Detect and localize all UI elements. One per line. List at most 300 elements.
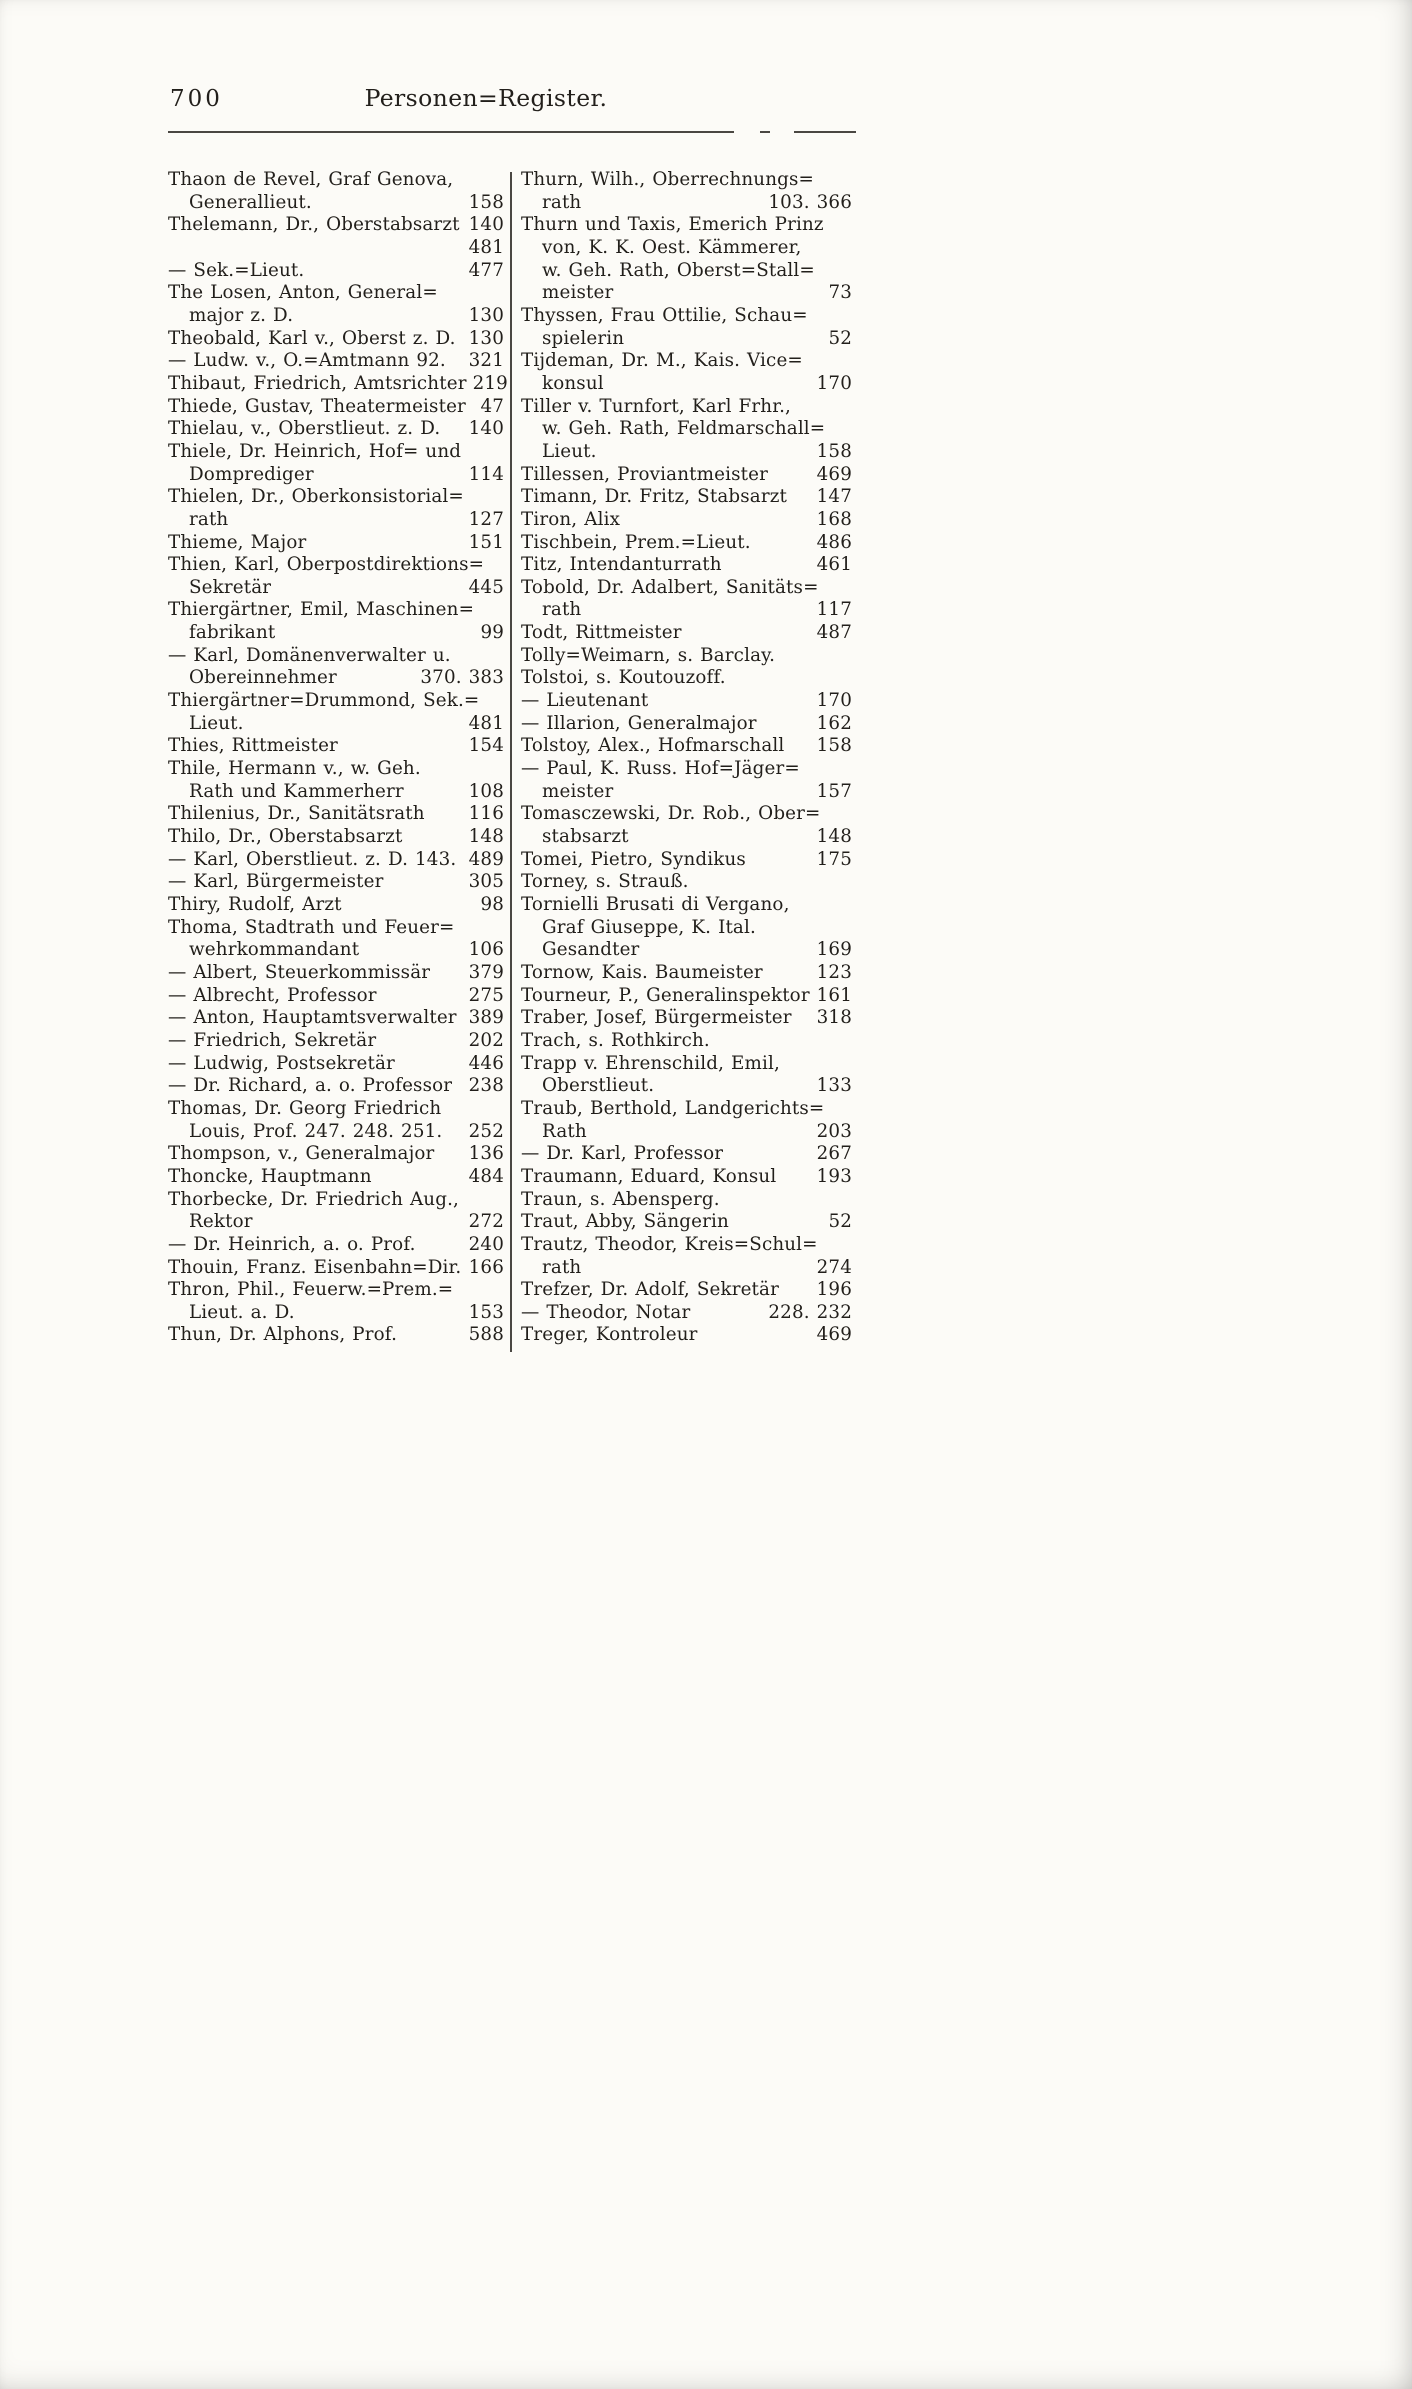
entry-text: Thielau, v., Oberstlieut. z. D.: [168, 418, 441, 440]
entry-page-ref: 588: [468, 1324, 504, 1346]
index-entry: [168, 735, 504, 758]
index-entry: [168, 486, 504, 531]
entry-text: Treger, Kontroleur: [521, 1324, 698, 1346]
index-entry: [168, 282, 504, 327]
index-entry: [168, 214, 504, 259]
index-entry: [168, 1007, 504, 1030]
index-entry: [168, 1324, 504, 1347]
rule-segment: [168, 131, 734, 133]
entry-text: Thilo, Dr., Oberstabsarzt: [168, 826, 403, 848]
entry-line: [168, 1324, 504, 1347]
entry-page-ref: 116: [468, 803, 504, 825]
entry-line: [168, 237, 504, 260]
entry-line: [521, 1324, 852, 1347]
entry-page-ref: 130: [468, 327, 504, 349]
entry-page-ref: 445: [468, 576, 504, 598]
entry-text: Tourneur, P., Generalinspektor: [521, 984, 810, 1006]
entry-line: [168, 713, 504, 736]
entry-line: [521, 622, 852, 645]
page-header: [170, 84, 858, 112]
index-entry: [521, 758, 852, 803]
entry-page-ref: 486: [816, 531, 852, 553]
entry-page-ref: 477: [468, 259, 504, 281]
index-entry: [521, 985, 852, 1008]
entry-line: [168, 1257, 504, 1280]
index-entry: [521, 1279, 852, 1302]
entry-line: [521, 962, 852, 985]
entry-line: [521, 577, 852, 600]
index-entry: [168, 1257, 504, 1280]
entry-line: [168, 1053, 504, 1076]
entry-text: Louis, Prof. 247. 248. 251.: [189, 1120, 443, 1142]
entry-line: [168, 1075, 504, 1098]
entry-text: Lieut.: [542, 440, 597, 462]
entry-page-ref: 148: [816, 826, 852, 848]
entry-line: [521, 917, 852, 940]
entry-text: konsul: [542, 372, 604, 394]
entry-line: [521, 871, 852, 894]
index-entry: [521, 577, 852, 622]
entry-line: [168, 667, 504, 690]
entry-page-ref: 202: [468, 1029, 504, 1051]
entry-page-ref: 170: [816, 372, 852, 394]
header-rule: [168, 131, 856, 133]
entry-page-ref: 196: [816, 1279, 852, 1301]
column-divider: [510, 172, 512, 1352]
entry-page-ref: 170: [816, 690, 852, 712]
entry-line: [168, 486, 504, 509]
index-entry: [168, 826, 504, 849]
entry-text: Thyssen, Frau Ottilie, Schau=: [521, 304, 808, 326]
entry-text: — Albrecht, Professor: [168, 984, 377, 1006]
entry-page-ref: 117: [816, 599, 852, 621]
entry-page-ref: 161: [816, 984, 852, 1006]
index-entry: [521, 690, 852, 713]
entry-line: [168, 418, 504, 441]
entry-text: Tomei, Pietro, Syndikus: [521, 848, 746, 870]
entry-text: w. Geh. Rath, Oberst=Stall=: [542, 259, 815, 281]
entry-text: Thaon de Revel, Graf Genova,: [168, 169, 454, 190]
entry-line: [168, 803, 504, 826]
entry-line: [521, 781, 852, 804]
entry-line: [168, 735, 504, 758]
entry-line: [521, 758, 852, 781]
index-entry: [521, 713, 852, 736]
entry-line: [168, 532, 504, 555]
entry-text: Timann, Dr. Fritz, Stabsarzt: [521, 486, 787, 508]
index-entry: [521, 667, 852, 690]
entry-line: [521, 1098, 852, 1121]
entry-text: Thiry, Rudolf, Arzt: [168, 894, 342, 915]
entry-text: Thielen, Dr., Oberkonsistorial=: [168, 486, 464, 508]
entry-page-ref: 481: [468, 236, 504, 258]
index-entry: [521, 464, 852, 487]
entry-text: Thile, Hermann v., w. Geh.: [168, 758, 421, 780]
entry-text: — Karl, Oberstlieut. z. D. 143.: [168, 848, 457, 870]
entry-page-ref: 169: [816, 939, 852, 961]
entry-page-ref: 153: [468, 1301, 504, 1323]
entry-page-ref: 168: [816, 508, 852, 530]
entry-text: Trapp v. Ehrenschild, Emil,: [521, 1052, 780, 1074]
entry-text: Thun, Dr. Alphons, Prof.: [168, 1324, 398, 1346]
entry-page-ref: 203: [816, 1120, 852, 1142]
entry-text: Thies, Rittmeister: [168, 735, 338, 757]
entry-text: Todt, Rittmeister: [521, 622, 682, 644]
entry-page-ref: 469: [816, 1324, 852, 1346]
entry-text: Oberstlieut.: [542, 1075, 655, 1097]
index-column-left: [168, 169, 508, 1347]
index-entry: [168, 418, 504, 441]
entry-text: Traun, s. Abensperg.: [521, 1188, 720, 1210]
entry-line: [168, 372, 508, 396]
entry-line: [521, 328, 852, 351]
entry-line: [168, 599, 504, 622]
entry-page-ref: 193: [816, 1165, 852, 1187]
entry-page-ref: 130: [468, 304, 504, 326]
entry-page-ref: 127: [468, 508, 504, 530]
entry-line: [521, 486, 852, 509]
index-entry: [521, 1053, 852, 1098]
entry-line: [168, 894, 504, 917]
index-entry: [168, 962, 504, 985]
entry-line: [168, 282, 504, 305]
index-entry: [521, 169, 852, 214]
index-entry: [521, 871, 852, 894]
entry-text: — Karl, Bürgermeister: [168, 871, 384, 893]
entry-text: rath: [542, 1256, 582, 1278]
index-entry: [521, 803, 852, 848]
entry-text: Thompson, v., Generalmajor: [168, 1143, 435, 1165]
entry-line: [521, 1121, 852, 1144]
entry-text: Tolstoy, Alex., Hofmarschall: [521, 735, 785, 757]
entry-line: [521, 192, 852, 215]
entry-line: [521, 1257, 852, 1280]
index-entry: [168, 1075, 504, 1098]
entry-line: [521, 894, 852, 917]
index-entry: [521, 622, 852, 645]
entry-line: [521, 1166, 852, 1189]
entry-page-ref: 162: [816, 712, 852, 734]
entry-line: [521, 1189, 852, 1212]
entry-page-ref: 52: [828, 327, 852, 349]
entry-line: [168, 305, 504, 328]
index-entry: [168, 871, 504, 894]
entry-line: [521, 441, 852, 464]
entry-line: [521, 667, 852, 690]
entry-text: Thurn und Taxis, Emerich Prinz: [521, 214, 824, 236]
index-entry: [168, 1143, 504, 1166]
index-entry: [168, 849, 504, 872]
entry-line: [168, 441, 504, 464]
entry-text: Thoncke, Hauptmann: [168, 1165, 372, 1187]
entry-text: Tolstoi, s. Koutouzoff.: [521, 667, 726, 689]
entry-text: Lieut. a. D.: [189, 1301, 295, 1323]
index-entry: [521, 350, 852, 395]
entry-page-ref: 98: [480, 894, 504, 915]
index-entry: [168, 554, 504, 599]
entry-page-ref: 147: [816, 486, 852, 508]
index-entry: [168, 1279, 504, 1324]
entry-page-ref: 158: [816, 440, 852, 462]
entry-text: Thomas, Dr. Georg Friedrich: [168, 1097, 442, 1119]
index-entry: [168, 441, 504, 486]
entry-text: stabsarzt: [542, 826, 629, 848]
entry-text: Tiller v. Turnfort, Karl Frhr.,: [521, 395, 791, 417]
entry-line: [168, 849, 504, 872]
entry-line: [521, 282, 852, 305]
index-entry: [521, 1098, 852, 1143]
entry-line: [168, 826, 504, 849]
entry-page-ref: 238: [468, 1075, 504, 1097]
index-entry: [521, 554, 852, 577]
entry-text: w. Geh. Rath, Feldmarschall=: [542, 418, 826, 440]
entry-text: rath: [542, 599, 582, 621]
entry-page-ref: 305: [468, 871, 504, 893]
entry-line: [168, 917, 504, 940]
entry-text: Thorbecke, Dr. Friedrich Aug.,: [168, 1188, 460, 1210]
entry-page-ref: 158: [468, 191, 504, 213]
entry-line: [168, 1030, 504, 1053]
entry-page-ref: 73: [828, 282, 852, 304]
entry-text: — Albert, Steuerkommissär: [168, 961, 431, 983]
index-entry: [168, 758, 504, 803]
entry-page-ref: 370. 383: [420, 667, 504, 689]
page-number: 700: [170, 86, 223, 112]
entry-page-ref: 158: [816, 735, 852, 757]
index-entry: [521, 1030, 852, 1053]
entry-page-ref: 140: [468, 214, 504, 236]
entry-text: Thouin, Franz. Eisenbahn=Dir.: [168, 1256, 462, 1278]
index-entry: [521, 1324, 852, 1347]
entry-text: Trefzer, Dr. Adolf, Sekretär: [521, 1279, 779, 1301]
entry-page-ref: 240: [468, 1233, 504, 1255]
entry-line: [168, 1143, 504, 1166]
entry-line: [521, 509, 852, 532]
entry-text: fabrikant: [189, 622, 276, 644]
index-entry: [168, 1053, 504, 1076]
entry-text: Traumann, Eduard, Konsul: [521, 1165, 777, 1187]
entry-line: [168, 1121, 504, 1144]
index-entry: [168, 690, 504, 735]
entry-page-ref: 123: [816, 961, 852, 983]
entry-text: Traub, Berthold, Landgerichts=: [521, 1097, 825, 1119]
entry-line: [521, 985, 852, 1008]
index-entry: [168, 599, 504, 644]
entry-line: [168, 1166, 504, 1189]
page-title: Personen=Register.: [364, 84, 608, 112]
index-entry: [521, 532, 852, 555]
entry-page-ref: 175: [816, 848, 852, 870]
entry-text: Torney, s. Strauß.: [521, 871, 689, 893]
index-entry: [521, 214, 852, 305]
entry-text: Thurn, Wilh., Oberrechnungs=: [521, 169, 814, 190]
entry-text: Thiele, Dr. Heinrich, Hof= und: [168, 440, 462, 462]
entry-line: [521, 260, 852, 283]
entry-line: [521, 1211, 852, 1234]
entry-text: Thiergärtner=Drummond, Sek.=: [168, 690, 480, 712]
entry-text: meister: [542, 780, 614, 802]
entry-line: [168, 962, 504, 985]
entry-page-ref: 136: [468, 1143, 504, 1165]
entry-text: Theobald, Karl v., Oberst z. D.: [168, 327, 456, 349]
entry-line: [168, 1234, 504, 1257]
entry-text: — Lieutenant: [521, 690, 649, 712]
entry-page-ref: 481: [468, 712, 504, 734]
index-entry: [521, 1166, 852, 1189]
entry-line: [521, 418, 852, 441]
index-entry: [168, 1234, 504, 1257]
index-entry: [521, 396, 852, 464]
entry-text: Rath: [542, 1120, 587, 1142]
entry-line: [168, 214, 504, 237]
entry-text: Trach, s. Rothkirch.: [521, 1029, 710, 1051]
entry-line: [168, 577, 504, 600]
index-entry: [521, 1143, 852, 1166]
entry-text: Tiron, Alix: [521, 508, 621, 530]
index-entry: [168, 1098, 504, 1143]
entry-text: Traut, Abby, Sängerin: [521, 1211, 729, 1233]
entry-text: Trautz, Theodor, Kreis=Schul=: [521, 1233, 818, 1255]
entry-page-ref: 148: [468, 826, 504, 848]
entry-line: [168, 169, 504, 192]
entry-text: Sekretär: [189, 576, 272, 598]
index-entry: [168, 894, 504, 917]
index-entry: [168, 645, 504, 690]
entry-text: Thien, Karl, Oberpostdirektions=: [168, 554, 485, 576]
index-entry: [521, 1211, 852, 1234]
index-column-right: [521, 169, 852, 1347]
entry-page-ref: 228. 232: [768, 1301, 852, 1323]
entry-line: [521, 690, 852, 713]
entry-line: [521, 1075, 852, 1098]
index-entry: [521, 1234, 852, 1279]
index-entry: [168, 328, 504, 351]
entry-page-ref: 103. 366: [768, 191, 852, 213]
entry-text: Thoma, Stadtrath und Feuer=: [168, 916, 455, 938]
entry-page-ref: 469: [816, 463, 852, 485]
entry-page-ref: 274: [816, 1256, 852, 1278]
entry-text: Rath und Kammerherr: [189, 780, 404, 802]
entry-line: [168, 350, 504, 373]
index-entry: [521, 509, 852, 532]
index-entry: [168, 260, 504, 283]
entry-page-ref: 267: [816, 1143, 852, 1165]
index-entry: [521, 894, 852, 962]
entry-text: Tomasczewski, Dr. Rob., Ober=: [521, 803, 821, 825]
entry-line: [168, 1211, 504, 1234]
entry-text: Thiergärtner, Emil, Maschinen=: [168, 599, 475, 621]
entry-line: [168, 871, 504, 894]
entry-text: — Anton, Hauptamtsverwalter: [168, 1007, 457, 1029]
entry-line: [521, 599, 852, 622]
entry-line: [168, 1007, 504, 1030]
entry-text: — Dr. Richard, a. o. Professor: [168, 1075, 453, 1097]
entry-text: Lieut.: [189, 712, 244, 734]
entry-page-ref: 133: [816, 1075, 852, 1097]
entry-text: Traber, Josef, Bürgermeister: [521, 1007, 792, 1029]
entry-page-ref: 272: [468, 1211, 504, 1233]
entry-line: [521, 214, 852, 237]
entry-line: [168, 1302, 504, 1325]
entry-line: [521, 169, 852, 192]
entry-text: — Theodor, Notar: [521, 1301, 691, 1323]
entry-line: [168, 622, 504, 645]
entry-text: Tillessen, Proviantmeister: [521, 463, 768, 485]
entry-line: [521, 826, 852, 849]
entry-line: [521, 396, 852, 419]
entry-text: Tolly=Weimarn, s. Barclay.: [521, 644, 776, 666]
entry-text: Rektor: [189, 1211, 253, 1233]
index-entry: [168, 396, 504, 419]
entry-text: wehrkommandant: [189, 939, 360, 961]
index-entry: [521, 849, 852, 872]
index-entry: [521, 486, 852, 509]
entry-page-ref: 52: [828, 1211, 852, 1233]
entry-line: [521, 713, 852, 736]
entry-line: [521, 735, 852, 758]
entry-line: [168, 554, 504, 577]
entry-line: [168, 645, 504, 668]
entry-line: [168, 464, 504, 487]
entry-text: Titz, Intendanturrath: [521, 554, 722, 576]
entry-line: [168, 396, 504, 419]
entry-text: rath: [189, 508, 229, 530]
entry-text: Graf Giuseppe, K. Ital.: [542, 916, 756, 938]
entry-text: Obereinnehmer: [189, 667, 337, 689]
entry-line: [168, 260, 504, 283]
index-entry: [521, 1189, 852, 1212]
entry-line: [521, 1143, 852, 1166]
rule-segment: [760, 131, 770, 133]
index-entry: [168, 985, 504, 1008]
entry-line: [168, 1279, 504, 1302]
entry-line: [168, 192, 504, 215]
entry-text: Gesandter: [542, 939, 640, 961]
entry-text: — Dr. Heinrich, a. o. Prof.: [168, 1233, 416, 1255]
entry-line: [168, 985, 504, 1008]
entry-text: — Friedrich, Sekretär: [168, 1029, 377, 1051]
index-entry: [521, 645, 852, 668]
index-entry: [168, 372, 508, 396]
entry-text: Tornielli Brusati di Vergano,: [521, 894, 790, 915]
entry-page-ref: 379: [468, 961, 504, 983]
index-entry: [521, 305, 852, 350]
entry-text: — Illarion, Generalmajor: [521, 712, 757, 734]
entry-text: Thron, Phil., Feuerw.=Prem.=: [168, 1279, 454, 1301]
entry-text: Thilenius, Dr., Sanitätsrath: [168, 803, 425, 825]
entry-line: [168, 1189, 504, 1212]
index-entry: [521, 962, 852, 985]
entry-page-ref: 166: [468, 1256, 504, 1278]
entry-page-ref: 461: [816, 554, 852, 576]
index-entry: [168, 169, 504, 214]
entry-text: Tijdeman, Dr. M., Kais. Vice=: [521, 350, 803, 372]
entry-page-ref: 151: [468, 531, 504, 553]
entry-page-ref: 47: [480, 395, 504, 417]
index-entry: [168, 1189, 504, 1234]
entry-text: rath: [542, 191, 582, 213]
entry-page-ref: 219: [472, 372, 508, 394]
entry-page-ref: 446: [468, 1052, 504, 1074]
entry-text: Tornow, Kais. Baumeister: [521, 961, 763, 983]
entry-line: [521, 939, 852, 962]
entry-line: [521, 350, 852, 373]
entry-page-ref: 318: [816, 1007, 852, 1029]
entry-line: [521, 1053, 852, 1076]
entry-page-ref: 252: [468, 1120, 504, 1142]
entry-line: [521, 645, 852, 668]
entry-line: [521, 1302, 852, 1325]
